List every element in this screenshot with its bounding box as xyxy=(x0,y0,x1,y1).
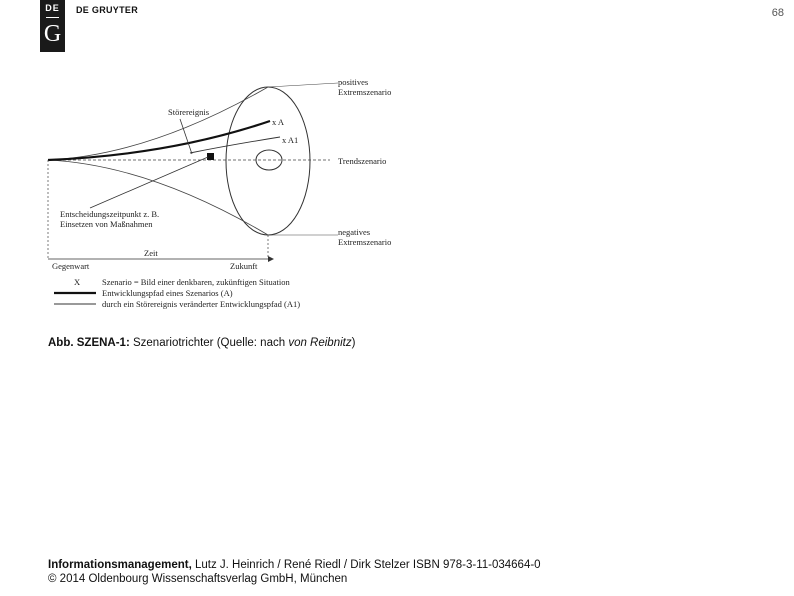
label-decision-1: Entscheidungszeitpunkt z. B. xyxy=(60,209,160,219)
footer-copyright: © 2014 Oldenbourg Wissenschaftsverlag GmbH, München xyxy=(48,573,348,585)
label-xa1: x A1 xyxy=(282,135,299,145)
scenario-funnel-figure xyxy=(40,75,420,315)
label-present: Gegenwart xyxy=(52,261,90,271)
caption-text: Szenariotrichter (Quelle: nach xyxy=(129,337,289,349)
label-positive-1: positives xyxy=(338,77,369,87)
logo-top-text: DE xyxy=(45,3,60,13)
footer-line-1 xyxy=(48,558,541,572)
publisher-name: DE GRUYTER xyxy=(76,5,139,15)
legend-thick-text: Entwicklungspfad eines Szenarios (A) xyxy=(102,288,233,298)
label-negative-2: Extremszenario xyxy=(338,237,392,247)
disruption-pointer xyxy=(180,119,192,154)
legend-x-text: Szenario = Bild einer denkbaren, zukünftigen Situation xyxy=(102,277,290,287)
label-positive-2: Extremszenario xyxy=(338,87,392,97)
positive-pointer xyxy=(268,83,338,87)
path-a-line xyxy=(48,121,270,160)
logo-divider xyxy=(46,17,59,18)
decision-point-marker xyxy=(207,153,214,160)
footer-authors: Lutz J. Heinrich / René Riedl / Dirk Stelzer ISBN 978-3-11-034664-0 xyxy=(191,559,541,571)
label-xa: x A xyxy=(272,117,285,127)
decision-pointer xyxy=(90,157,208,208)
de-gruyter-logo xyxy=(40,0,65,52)
caption-prefix: Abb. SZENA-1: xyxy=(48,337,130,349)
legend-x-symbol: X xyxy=(74,277,81,287)
caption-suffix: ) xyxy=(351,337,356,349)
page-number: 68 xyxy=(771,7,784,19)
footer xyxy=(48,558,541,586)
label-negative-1: negatives xyxy=(338,227,371,237)
logo-bottom-text: G xyxy=(43,21,62,47)
label-trend: Trendszenario xyxy=(338,156,387,166)
figure-caption xyxy=(48,337,355,349)
caption-author: von Reibnitz xyxy=(288,337,352,349)
label-decision-2: Einsetzen von Maßnahmen xyxy=(60,219,153,229)
label-disruption: Störereignis xyxy=(168,107,210,117)
label-time: Zeit xyxy=(144,248,158,258)
label-future: Zukunft xyxy=(230,261,258,271)
footer-title: Informationsmanagement, xyxy=(48,559,192,571)
legend-thin-text: durch ein Störereignis veränderter Entwicklungspfad (A1) xyxy=(102,299,301,309)
time-axis-arrowhead xyxy=(268,256,274,262)
scenario-ellipse xyxy=(226,87,310,235)
